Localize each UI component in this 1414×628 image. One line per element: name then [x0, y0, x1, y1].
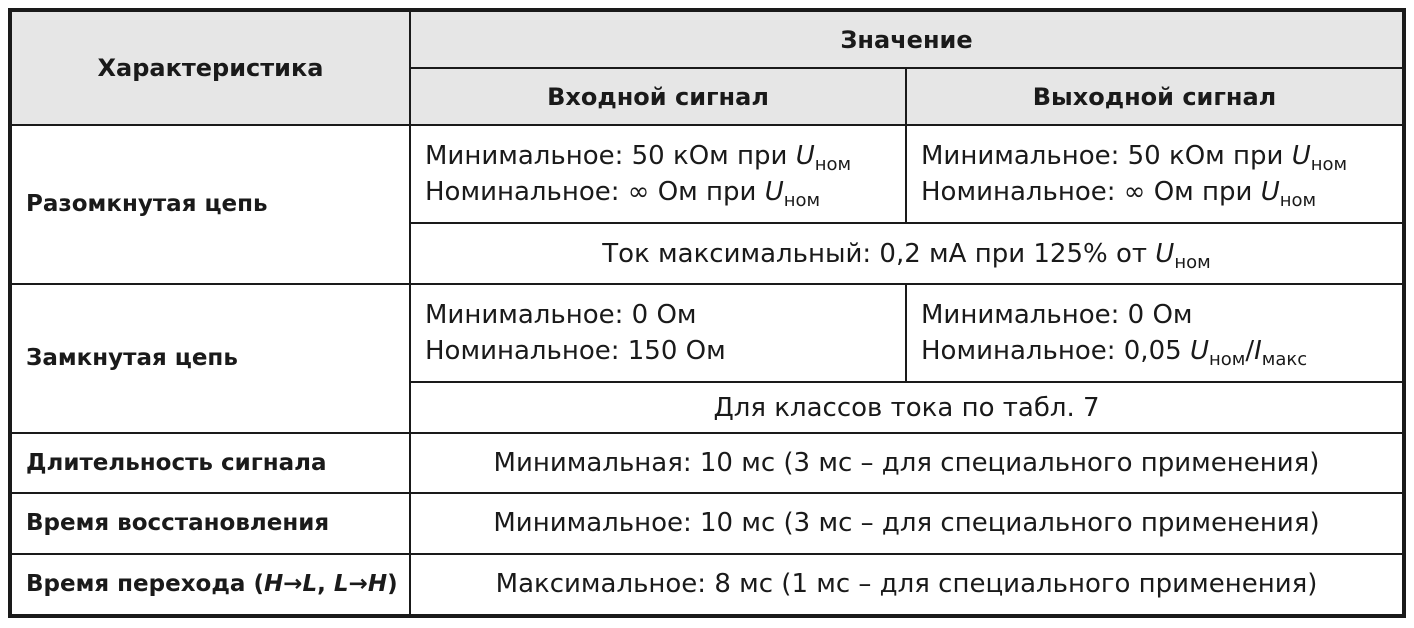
closed-circuit-input-min: Минимальное: 0 Ом [425, 300, 697, 331]
row-label-transition-time: Время перехода (H→L, L→H) [10, 554, 410, 616]
open-circuit-max-current: Ток максимальный: 0,2 мА при 125% от $U_{ном}$ [410, 223, 1404, 283]
open-circuit-output-cell [906, 125, 1404, 224]
recovery-time-value: Минимальное: 10 мс (3 мс – для специального применения) [410, 493, 1404, 553]
closed-circuit-input-cell [410, 284, 906, 383]
open-circuit-input-nom: Номинальное: ∞ Ом при $U_{ном}$ [425, 177, 821, 212]
row-label-closed-circuit: Замкнутая цепь [10, 284, 410, 433]
characteristics-table [8, 8, 1406, 618]
row-label-signal-duration: Длительность сигнала [10, 433, 410, 493]
open-circuit-output-nom: Номинальное: ∞ Ом при $U_{ном}$ [921, 177, 1317, 212]
open-circuit-input-cell [410, 125, 906, 224]
closed-circuit-output-cell [906, 284, 1404, 383]
row-label-recovery-time: Время восстановления [10, 493, 410, 553]
open-circuit-input-min: Минимальное: 50 кОм при $U_{ном}$ [425, 141, 852, 176]
closed-circuit-classes-note: Для классов тока по табл. 7 [410, 382, 1404, 432]
closed-circuit-input-nom: Номинальное: 150 Ом [425, 336, 726, 367]
header-characteristic: Характеристика [10, 10, 410, 125]
header-output-signal: Выходной сигнал [906, 68, 1404, 124]
closed-circuit-output-min: Минимальное: 0 Ом [921, 300, 1193, 331]
header-value: Значение [410, 10, 1404, 68]
row-label-open-circuit: Разомкнутая цепь [10, 125, 410, 284]
header-input-signal: Входной сигнал [410, 68, 906, 124]
open-circuit-output-min: Минимальное: 50 кОм при $U_{ном}$ [921, 141, 1348, 176]
signal-duration-value: Минимальная: 10 мс (3 мс – для специального применения) [410, 433, 1404, 493]
closed-circuit-output-nom: Номинальное: 0,05 $U_{ном}/I_{макс}$ [921, 336, 1308, 371]
transition-time-value: Максимальное: 8 мс (1 мс – для специального применения) [410, 554, 1404, 616]
